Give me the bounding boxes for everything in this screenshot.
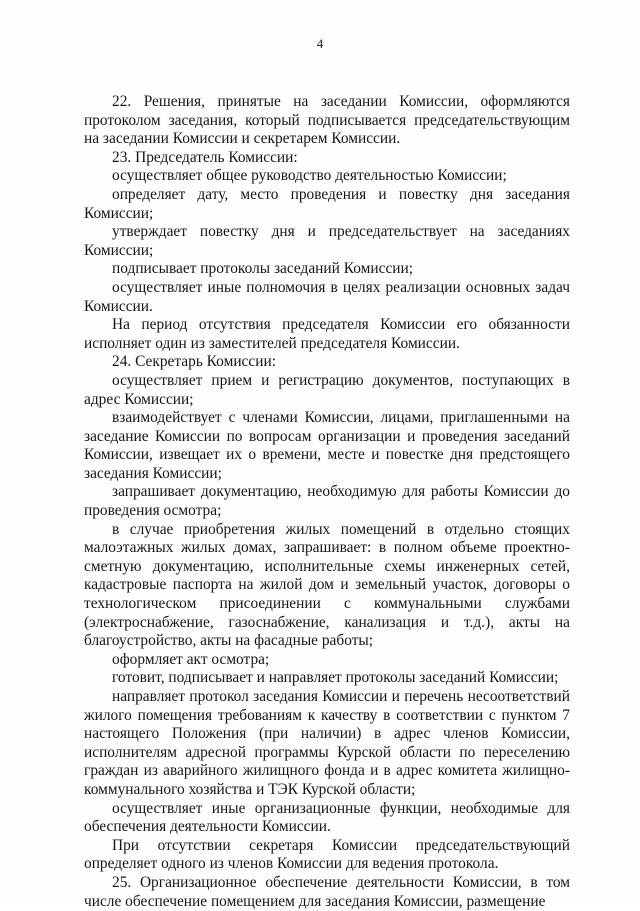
secretary-duty-prepare-protocols: готовит, подписывает и направляет протоколы заседаний Комиссии; [112, 669, 559, 687]
paragraph-24-heading: 24. Секретарь Комиссии: [112, 353, 276, 371]
document-body [84, 93, 570, 911]
secretary-absence-clause: При отсутствии секретаря Комиссии председательствующий определяет одного из членов Комиссии для ведения протокола. [84, 836, 570, 873]
secretary-duty-other-functions: осуществляет иные организационные функции, необходимые для обеспечения деятельности Комиссии. [84, 799, 570, 836]
chair-duty-other-powers: осуществляет иные полномочия в целях реализации основных задач Комиссии. [84, 278, 570, 315]
secretary-duty-low-rise-houses: в случае приобретения жилых помещений в отдельно стоящих малоэтажных жилых домах, запрашивает: в полном объеме проектно-сметную документацию, исполнительные схемы инженерных сетей, кадастровые паспорта на жилой дом и земельный участок, договоры о технологическом присоединении с коммунальными службами (электроснабжение, газоснабжение, канализация и т.д.), акты на благоустройство, акты на фасадные работы; [84, 520, 570, 650]
secretary-duty-interact-members: взаимодействует с членами Комиссии, лицами, приглашенными на заседание Комиссии по вопросам организации и проведения заседаний Комиссии, извещает их о времени, месте и повестке дня предстоящего заседания Комиссии; [84, 409, 570, 482]
paragraph-22: 22. Решения, принятые на заседании Комиссии, оформляются протоколом заседания, который подписывается председательствующим на заседании Комиссии и секретарем Комиссии. [84, 93, 570, 148]
secretary-duty-inspection-act: оформляет акт осмотра; [112, 650, 270, 668]
paragraph-25: 25. Организационное обеспечение деятельности Комиссии, в том числе обеспечение помещением для заседания Комиссии, размещение [84, 873, 570, 910]
secretary-duty-send-protocol: направляет протокол заседания Комиссии и перечень несоответствий жилого помещения требованиям к качеству в соответствии с пунктом 7 настоящего Положения (при наличии) в адрес членов Комиссии, исполнителям адресной программы Курской области по переселению граждан из аварийного жилищного фонда и в адрес комитета жилищно-коммунального хозяйства и ТЭК Курской области; [84, 688, 570, 798]
secretary-duty-request-documentation: запрашивает документацию, необходимую для работы Комиссии до проведения осмотра; [84, 483, 570, 520]
page-number: 4 [316, 36, 324, 51]
chair-absence-clause: На период отсутствия председателя Комиссии его обязанности исполняет один из заместителей председателя Комиссии. [84, 316, 570, 352]
chair-duty-sign-protocols: подписывает протоколы заседаний Комиссии; [112, 260, 414, 278]
chair-duty-approve-agenda: утверждает повестку дня и председательствует на заседаниях Комиссии; [84, 223, 570, 259]
chair-duty-general-management: осуществляет общее руководство деятельностью Комиссии; [112, 167, 507, 185]
paragraph-23-heading: 23. Председатель Комиссии: [112, 148, 298, 166]
chair-duty-set-date: определяет дату, место проведения и повестку дня заседания Комиссии; [84, 185, 570, 222]
secretary-duty-receive-documents: осуществляет прием и регистрацию документов, поступающих в адрес Комиссии; [84, 371, 570, 408]
